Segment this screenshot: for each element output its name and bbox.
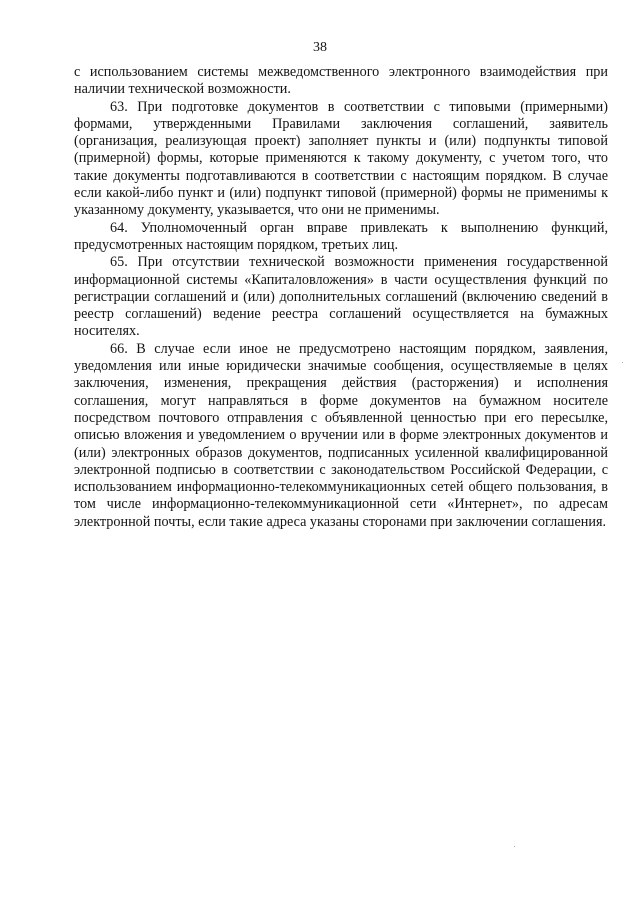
paragraph-65: 65. При отсутствии технической возможности применения государственной информационной системы «Капиталовложения» в части осуществления функций по регистрации соглашений и (или) дополнительных соглашений (включению сведений в реестр соглашений) ведение реестра соглашений осуществляется на бумажных носителях. (74, 254, 608, 340)
page-number: 38 (313, 40, 327, 55)
paragraph-continuation: с использованием системы межведомственного электронного взаимодействия при наличии технической возможности. (74, 64, 608, 98)
paragraph-66: 66. В случае если иное не предусмотрено настоящим порядком, заявления, уведомления или иные юридически значимые сообщения, осуществляемые в целях заключения, изменения, прекращения действия (расторжения) и исполнения соглашения, могут направляться в форме документов на бумажном носителе посредством почтового отправления с объявленной ценностью при его пересылке, описью вложения и уведомлением о вручении или в форме электронных документов и (или) электронных образов документов, подписанных усиленной квалифицированной электронной подписью в соответствии с законодательством Российской Федерации, с использованием информационно-телекоммуникационных сетей общего пользования, в том числе информационно-телекоммуникационной сети «Интернет», по адресам электронной почты, если такие адреса указаны сторонами при заключении соглашения. (74, 340, 608, 530)
paragraph-63: 63. При подготовке документов в соответствии с типовыми (примерными) формами, утвержденными Правилами заключения соглашений, заявитель (организация, реализующая проект) заполняет пункты и (или) подпункты типовой (примерной) формы, которые применяются к такому документу, с учетом того, что такие документы подготавливаются в соответствии с настоящим порядком. В случае если какой-либо пункт и (или) подпункт типовой (примерной) формы не применимы к указанному документу, указывается, что они не применимы. (74, 98, 608, 219)
paragraph-64: 64. Уполномоченный орган вправе привлекать к выполнению функций, предусмотренных настоящим порядком, третьих лиц. (74, 219, 608, 253)
scan-speck (514, 846, 515, 847)
scan-speck (622, 362, 623, 363)
body-text (74, 64, 608, 531)
